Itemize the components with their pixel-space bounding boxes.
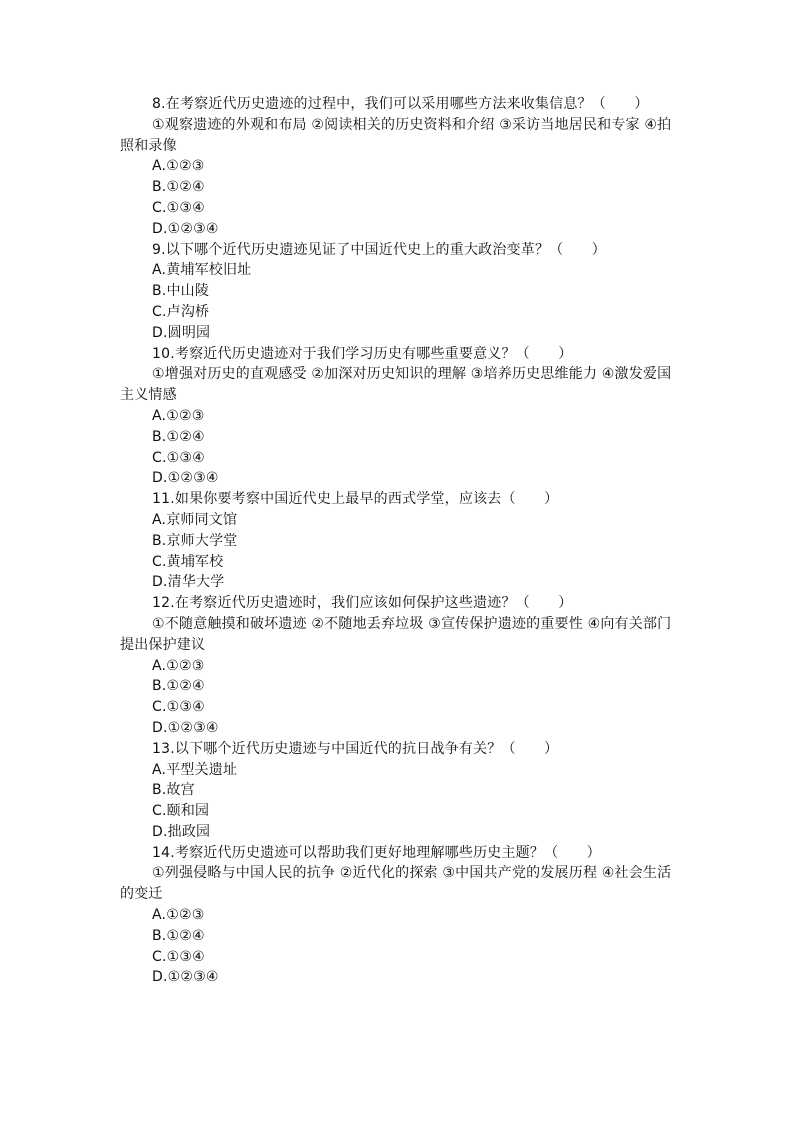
question-stem: 13.以下哪个近代历史遗迹与中国近代的抗日战争有关？（ ）	[152, 740, 559, 757]
option-text: 圆明园	[167, 324, 211, 341]
option-letter: C.	[152, 553, 167, 570]
answer-option	[120, 156, 680, 177]
question-11	[120, 489, 680, 593]
answer-option	[120, 656, 680, 677]
answer-option	[120, 967, 680, 988]
option-letter: A.	[152, 407, 167, 424]
option-letter: C.	[152, 303, 167, 320]
question-statements: ①增强对历史的直观感受 ②加深对历史知识的理解 ③培养历史思维能力 ④激发爱国主义情感	[120, 366, 672, 404]
option-letter: D.	[152, 969, 168, 986]
option-text: 黄埔军校旧址	[166, 262, 252, 279]
answer-option	[120, 822, 680, 843]
answer-option	[120, 302, 680, 323]
option-letter: B.	[152, 283, 167, 300]
answer-option	[120, 427, 680, 448]
answer-option	[120, 947, 680, 968]
option-letter: B.	[152, 678, 167, 695]
option-text: ①②④	[166, 428, 205, 445]
option-letter: B.	[152, 179, 167, 196]
answer-option	[120, 905, 680, 926]
option-text: ①③④	[166, 449, 205, 466]
question-statements: ①观察遗迹的外观和布局 ②阅读相关的历史资料和介绍 ③采访当地居民和专家 ④拍照和录像	[120, 116, 672, 154]
option-letter: D.	[152, 470, 168, 487]
option-text: ①③④	[166, 199, 205, 216]
answer-option	[120, 177, 680, 198]
option-text: 故宫	[166, 782, 195, 799]
question-14	[120, 843, 680, 989]
question-13	[120, 739, 680, 843]
answer-option	[120, 260, 680, 281]
option-text: ①②④	[166, 678, 205, 695]
option-text: 平型关遗址	[166, 761, 238, 778]
answer-option	[120, 198, 680, 219]
question-12	[120, 593, 680, 739]
option-text: ①③④	[166, 948, 205, 965]
option-text: ①②③④	[167, 220, 219, 237]
option-text: 中山陵	[166, 283, 210, 300]
option-letter: A.	[152, 761, 167, 778]
option-text: ①②④	[166, 179, 205, 196]
option-letter: D.	[152, 574, 168, 591]
option-letter: C.	[152, 699, 167, 716]
option-text: ①②③④	[167, 470, 219, 487]
option-letter: B.	[152, 927, 167, 944]
option-text: 拙政园	[167, 823, 211, 840]
answer-option	[120, 510, 680, 531]
question-10	[120, 344, 680, 490]
option-letter: D.	[152, 823, 168, 840]
option-text: 卢沟桥	[166, 303, 210, 320]
option-letter: D.	[152, 324, 168, 341]
option-letter: A.	[152, 158, 167, 175]
answer-option	[120, 572, 680, 593]
question-9	[120, 240, 680, 344]
option-text: 京师同文馆	[166, 511, 238, 528]
option-letter: A.	[152, 657, 167, 674]
option-letter: A.	[152, 511, 167, 528]
question-stem: 8.在考察近代历史遗迹的过程中，我们可以采用哪些方法来收集信息？（ ）	[152, 96, 649, 112]
question-stem: 12.在考察近代历史遗迹时，我们应该如何保护这些遗迹？（ ）	[152, 595, 573, 612]
answer-option	[120, 219, 680, 240]
question-statements: ①列强侵略与中国人民的抗争 ②近代化的探索 ③中国共产党的发展历程 ④社会生活的变迁	[120, 865, 672, 903]
answer-option	[120, 552, 680, 573]
option-letter: C.	[152, 199, 167, 216]
option-letter: C.	[152, 948, 167, 965]
option-letter: B.	[152, 428, 167, 445]
question-stem: 10.考察近代历史遗迹对于我们学习历史有哪些重要意义？（ ）	[152, 345, 573, 362]
question-stem: 14.考察近代历史遗迹可以帮助我们更好地理解哪些历史主题？（ ）	[152, 844, 601, 861]
answer-option	[120, 281, 680, 302]
question-list	[120, 94, 680, 988]
answer-option	[120, 676, 680, 697]
answer-option	[120, 468, 680, 489]
answer-option	[120, 531, 680, 552]
option-text: ①②④	[166, 927, 205, 944]
option-letter: D.	[152, 719, 168, 736]
answer-option	[120, 406, 680, 427]
answer-option	[120, 697, 680, 718]
answer-option	[120, 323, 680, 344]
option-letter: A.	[152, 907, 167, 924]
option-letter: D.	[152, 220, 168, 237]
answer-option	[120, 760, 680, 781]
option-letter: C.	[152, 803, 167, 820]
question-stem: 11.如果你要考察中国近代史上最早的西式学堂，应该去（ ）	[152, 491, 559, 508]
option-letter: C.	[152, 449, 167, 466]
option-letter: B.	[152, 782, 167, 799]
option-text: ①②③④	[167, 719, 219, 736]
answer-option	[120, 926, 680, 947]
option-text: ①③④	[166, 699, 205, 716]
option-text: 京师大学堂	[166, 532, 238, 549]
option-text: 颐和园	[166, 803, 210, 820]
option-text: 清华大学	[167, 574, 225, 591]
option-letter: A.	[152, 262, 167, 279]
answer-option	[120, 801, 680, 822]
option-letter: B.	[152, 532, 167, 549]
question-8	[120, 94, 680, 240]
question-stem: 9.以下哪个近代历史遗迹见证了中国近代史上的重大政治变革？（ ）	[152, 241, 606, 258]
option-text: ①②③	[166, 158, 205, 175]
option-text: ①②③	[166, 907, 205, 924]
option-text: ①②③	[166, 407, 205, 424]
answer-option	[120, 448, 680, 469]
question-statements: ①不随意触摸和破坏遗迹 ②不随地丢弃垃圾 ③宣传保护遗迹的重要性 ④向有关部门提出保护建议	[120, 615, 672, 653]
option-text: ①②③④	[167, 969, 219, 986]
answer-option	[120, 718, 680, 739]
answer-option	[120, 780, 680, 801]
option-text: ①②③	[166, 657, 205, 674]
option-text: 黄埔军校	[166, 553, 224, 570]
